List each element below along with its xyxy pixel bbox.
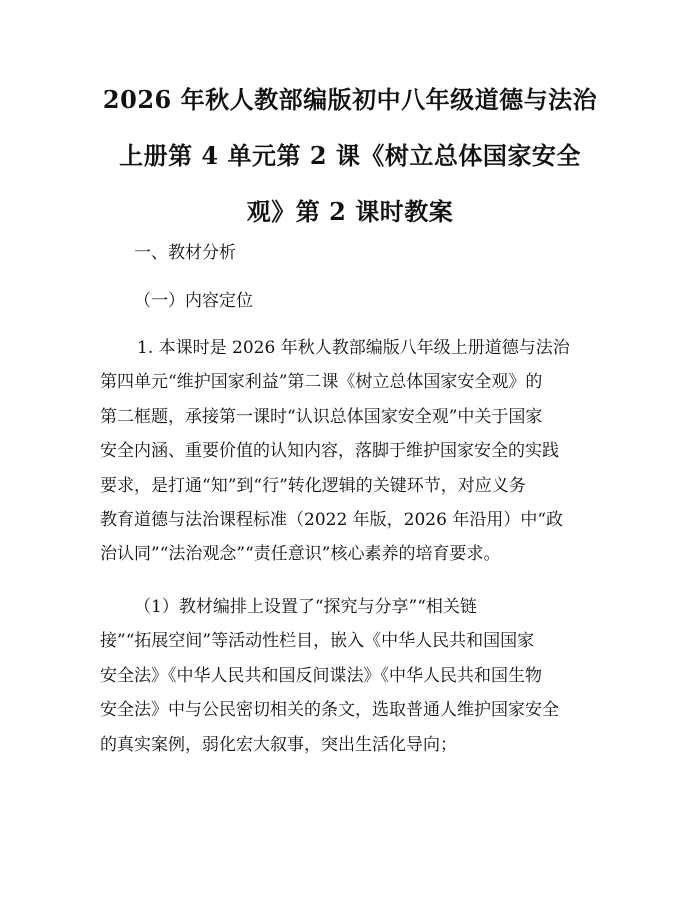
title-line-1: 2026 年秋人教部编版初中八年级道德与法治 [102,85,598,114]
paragraph-2-line: 接”“拓展空间”等活动性栏目，嵌入《中华人民共和国国家 [100,631,535,652]
paragraph-2-line: 安全法》中与公民密切相关的条文，选取普通人维护国家安全 [100,700,559,721]
paragraph-1-line: 安全内涵、重要价值的认知内容，落脚于维护国家安全的实践 [100,441,559,462]
paragraph-1 [100,331,600,572]
document-title [100,72,600,240]
paragraph-1-line: 治认同”“法治观念”“责任意识”核心素养的培育要求。 [100,544,501,565]
paragraph-1-line: 教育道德与法治课程标准（2022 年版，2026 年沿用）中“政 [100,510,564,531]
paragraph-2-line: 的真实案例，弱化宏大叙事，突出生活化导向； [100,734,457,755]
paragraph-2-line: 安全法》《中华人民共和国反间谍法》《中华人民共和国生物 [100,665,542,686]
title-line-2: 上册第 4 单元第 2 课《树立总体国家安全 [119,141,581,170]
title-line-3: 观》第 2 课时教案 [246,197,454,226]
paragraph-1-line: 1. 本课时是 2026 年秋人教部编版八年级上册道德与法治 [137,338,570,358]
paragraph-1-line: 第二框题，承接第一课时“认识总体国家安全观”中关于国家 [100,406,543,427]
subsection-heading: （一）内容定位 [134,291,253,311]
paragraph-2 [100,590,600,762]
paragraph-2-line: （1）教材编排上设置了“探究与分享”“相关链 [134,597,477,617]
section-heading: 一、教材分析 [134,243,236,263]
paragraph-1-line: 要求，是打通“知”到“行”转化逻辑的关键环节，对应义务 [100,475,526,496]
paragraph-1-line: 第四单元“维护国家利益”第二课《树立总体国家安全观》的 [100,372,543,393]
